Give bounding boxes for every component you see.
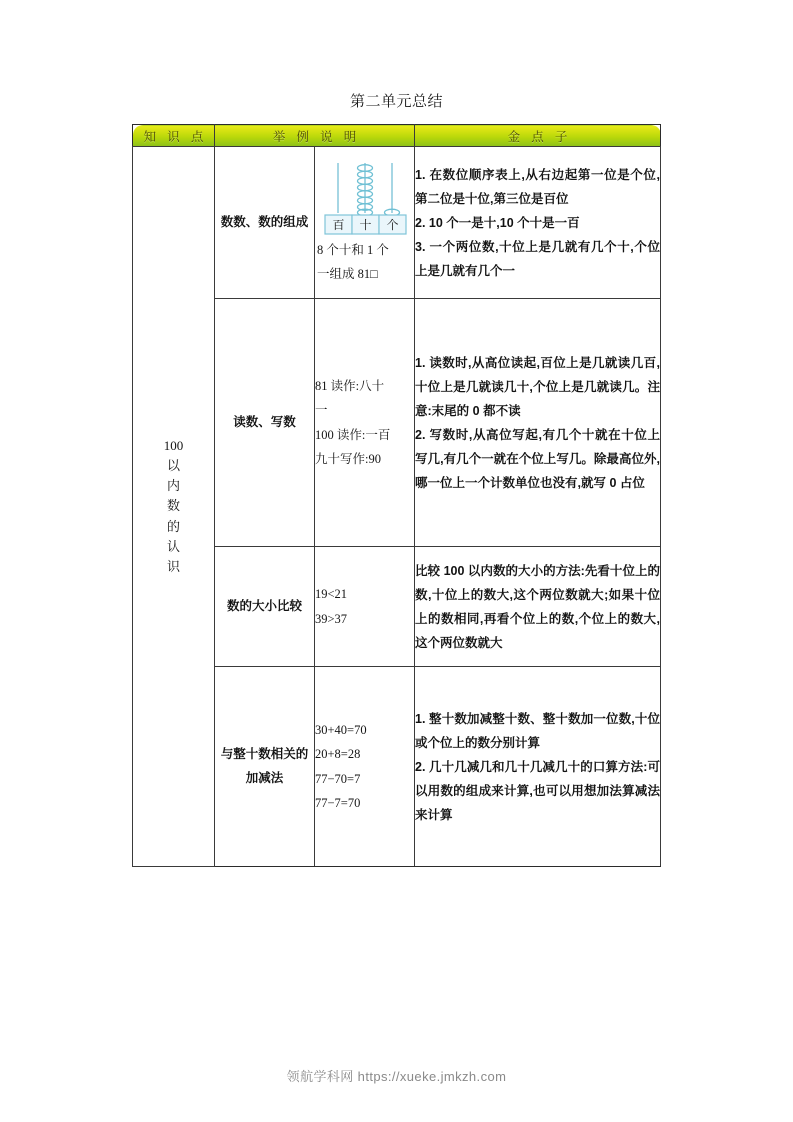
tips-cell [415, 299, 661, 547]
header-label-knowledge-point: 知 识 点 [143, 129, 208, 144]
unit-vertical-label-cell [133, 147, 215, 867]
tip-item: 1. 在数位顺序表上,从右边起第一位是个位,第二位是十位,第三位是百位 [415, 167, 661, 206]
example-cell [315, 147, 415, 299]
unit-summary-table [132, 124, 661, 867]
tips-cell [415, 667, 661, 867]
tip-item: 1. 读数时,从高位读起,百位上是几就读几百,十位上是几就读几十,个位上是几就读几。注意:末尾的 0 都不读 [415, 355, 661, 418]
vertical-char: 认 [166, 538, 180, 554]
vertical-char: 识 [166, 558, 180, 574]
abacus-rod-label-tens: 十 [358, 217, 372, 232]
example-line: 100 读作:一百 [315, 427, 391, 442]
example-line: 一 [315, 403, 328, 418]
abacus-caption [315, 239, 414, 287]
header-label-tips: 金 点 子 [507, 129, 572, 144]
table-row [133, 147, 661, 299]
example-cell [315, 299, 415, 547]
tips-cell [415, 547, 661, 667]
example-cell [315, 547, 415, 667]
vertical-char: 以 [166, 458, 180, 474]
abacus-rod-label-hundreds: 百 [331, 217, 345, 232]
topic-cell: 与整十数相关的加减法 [215, 667, 315, 867]
vertical-char: 内 [166, 478, 180, 494]
header-cell-tips [415, 125, 661, 147]
example-line: 81 读作:八十 [315, 378, 385, 393]
vertical-char: 数 [166, 498, 180, 514]
tip-item: 2. 写数时,从高位写起,有几个十就在十位上写几,有几个一就在个位上写几。除最高位外,哪一位上一个计数单位也没有,就写 0 占位 [415, 427, 661, 490]
example-line: 20+8=28 [315, 747, 361, 762]
tip-item: 2. 几十几减几和几十几减几十的口算方法:可以用数的组成来计算,也可以用想加法算减法来计算 [415, 759, 661, 822]
unit-vertical-label [133, 436, 214, 577]
vertical-char: 的 [166, 518, 180, 534]
tips-cell [415, 147, 661, 299]
example-line: 九十写作:90 [315, 451, 381, 466]
abacus-rod-label-ones: 个 [385, 217, 399, 232]
table-header-row [133, 125, 661, 147]
topic-cell: 数的大小比较 [215, 547, 315, 667]
example-cell [315, 667, 415, 867]
tip-item: 2. 10 个一是十,10 个十是一百 [415, 215, 580, 230]
abacus-figure-wrap [315, 159, 414, 237]
example-line: 39>37 [315, 611, 348, 626]
topic-cell: 读数、写数 [215, 299, 315, 547]
page-title: 第二单元总结 [349, 94, 443, 110]
example-line: 30+40=70 [315, 722, 367, 737]
tip-item: 3. 一个两位数,十位上是几就有几个十,个位上是几就有几个一 [415, 239, 661, 278]
tip-item: 比较 100 以内数的大小的方法:先看十位上的数,十位上的数大,这个两位数就大;如果十位上的数相同,再看个位上的数,个位上的数大,这个两位数就大 [415, 563, 661, 650]
vertical-char: 100 [163, 438, 184, 453]
abacus-icon [321, 159, 409, 237]
table-body [133, 147, 661, 867]
topic-cell: 数数、数的组成 [215, 147, 315, 299]
example-line: 19<21 [315, 587, 348, 602]
example-line: 一组成 81□ [317, 266, 378, 281]
site-watermark: 领航学科网 https://xueke.jmkzh.com [286, 1069, 507, 1084]
example-line: 77−70=7 [315, 771, 361, 786]
table-header [133, 125, 661, 147]
header-cell-example [215, 125, 415, 147]
example-line: 77−7=70 [315, 795, 361, 810]
example-line: 8 个十和 1 个 [317, 242, 389, 257]
header-label-example: 举 例 说 明 [272, 129, 361, 144]
header-cell-knowledge-point [133, 125, 215, 147]
tip-item: 1. 整十数加减整十数、整十数加一位数,十位或个位上的数分别计算 [415, 711, 661, 750]
